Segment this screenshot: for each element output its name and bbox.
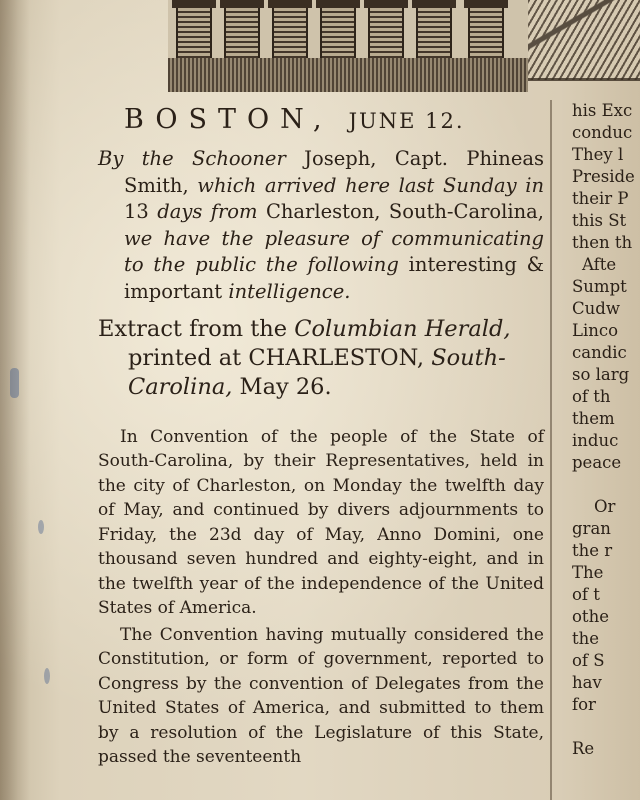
fragment-line: of th xyxy=(572,387,611,406)
fragment-line: candic xyxy=(572,343,627,362)
intro-text: By the Schooner xyxy=(98,147,305,170)
column-divider xyxy=(550,100,552,800)
intro-text: we have the pleasure of communicating to the public the following xyxy=(124,226,544,276)
extract-date: May 26. xyxy=(232,374,332,400)
fragment-line: Re xyxy=(572,739,595,758)
extract-heading xyxy=(98,315,544,402)
masthead-column xyxy=(176,0,212,58)
ink-stain xyxy=(44,668,50,684)
voyage-days: 13 xyxy=(124,200,149,223)
fragment-line: The xyxy=(572,563,604,582)
captain-name: Phineas Smith, xyxy=(124,147,544,197)
fragment-line: Cudw xyxy=(572,299,620,318)
fragment-line: for xyxy=(572,695,596,714)
page-gutter-shadow xyxy=(0,0,30,800)
extract-text: printed at CHARLESTON, xyxy=(128,345,432,371)
main-column xyxy=(98,104,544,770)
fragment-line: the xyxy=(572,629,600,648)
masthead-column xyxy=(416,0,452,58)
masthead-column xyxy=(224,0,260,58)
newspaper-name: Columbian Herald, xyxy=(294,316,511,342)
intro-emphasis: interesting & important xyxy=(124,253,544,303)
fragment-line: conduc xyxy=(572,123,633,142)
fragment-line: of S xyxy=(572,651,605,670)
corner-rule xyxy=(528,78,640,81)
dateline-date: JUNE 12. xyxy=(348,109,465,133)
fragment-line: their P xyxy=(572,189,629,208)
ink-stain xyxy=(38,520,44,534)
state-name: South-Carolina, xyxy=(128,345,506,400)
fragment-line: induc xyxy=(572,431,619,450)
fragment-line: them xyxy=(572,409,615,428)
masthead-column xyxy=(368,0,404,58)
body-paragraph: In Convention of the people of the State of South-Carolina, by their Representatives, held in the city of Charleston, on Monday the twelfth day of May, and continued by divers adjournments to Friday, the 23d day of May, Anno Domini, one thousand seven hundred and eighty-eight, and in the twelfth year of the independence of the United States of America. xyxy=(98,426,544,618)
corner-engraving xyxy=(528,0,640,80)
dateline-city: BOSTON, xyxy=(124,104,333,135)
ship-name: Joseph, xyxy=(304,147,377,170)
intro-text: Capt. xyxy=(376,147,467,170)
masthead-column xyxy=(468,0,504,58)
fragment-line xyxy=(572,474,640,496)
intro-text: intelligence. xyxy=(222,279,351,303)
fragment-line: hav xyxy=(572,673,602,692)
fragment-line: gran xyxy=(572,519,611,538)
fragment-line: his Exc xyxy=(572,101,633,120)
fragment-line: of t xyxy=(572,585,600,604)
masthead-engraving xyxy=(168,0,528,92)
intro-paragraph xyxy=(98,146,544,305)
fragment-line xyxy=(572,716,640,738)
fragment-line: then th xyxy=(572,233,633,252)
fragment-line: Linco xyxy=(572,321,619,340)
fragment-line: this St xyxy=(572,211,627,230)
intro-text: days from xyxy=(148,200,266,223)
fragment-line: peace xyxy=(572,453,622,472)
fragment-line: They l xyxy=(572,145,624,164)
adjacent-column-fragment xyxy=(572,100,640,760)
intro-text: which arrived here last Sunday in xyxy=(188,173,544,197)
body-paragraph: The Convention having mutually considered the Constitution, or form of government, reported to Congress by the convention of Delegates from the United States of America, and submitted to them by a resolution of the Legislature of this State, passed the seventeenth xyxy=(98,624,544,767)
ink-stain xyxy=(10,368,19,398)
dateline xyxy=(124,104,544,144)
masthead-column xyxy=(320,0,356,58)
fragment-line: so larg xyxy=(572,365,630,384)
masthead-base xyxy=(168,58,528,92)
fragment-line: Sumpt xyxy=(572,277,627,296)
fragment-line: Preside xyxy=(572,167,635,186)
fragment-line: Afte xyxy=(582,255,617,274)
extract-text: Extract from the xyxy=(98,316,295,342)
origin-port: Charleston, South-Carolina, xyxy=(265,200,544,223)
fragment-line: Or xyxy=(594,497,616,516)
fragment-line: the r xyxy=(572,541,613,560)
masthead-column xyxy=(272,0,308,58)
fragment-line: othe xyxy=(572,607,609,626)
